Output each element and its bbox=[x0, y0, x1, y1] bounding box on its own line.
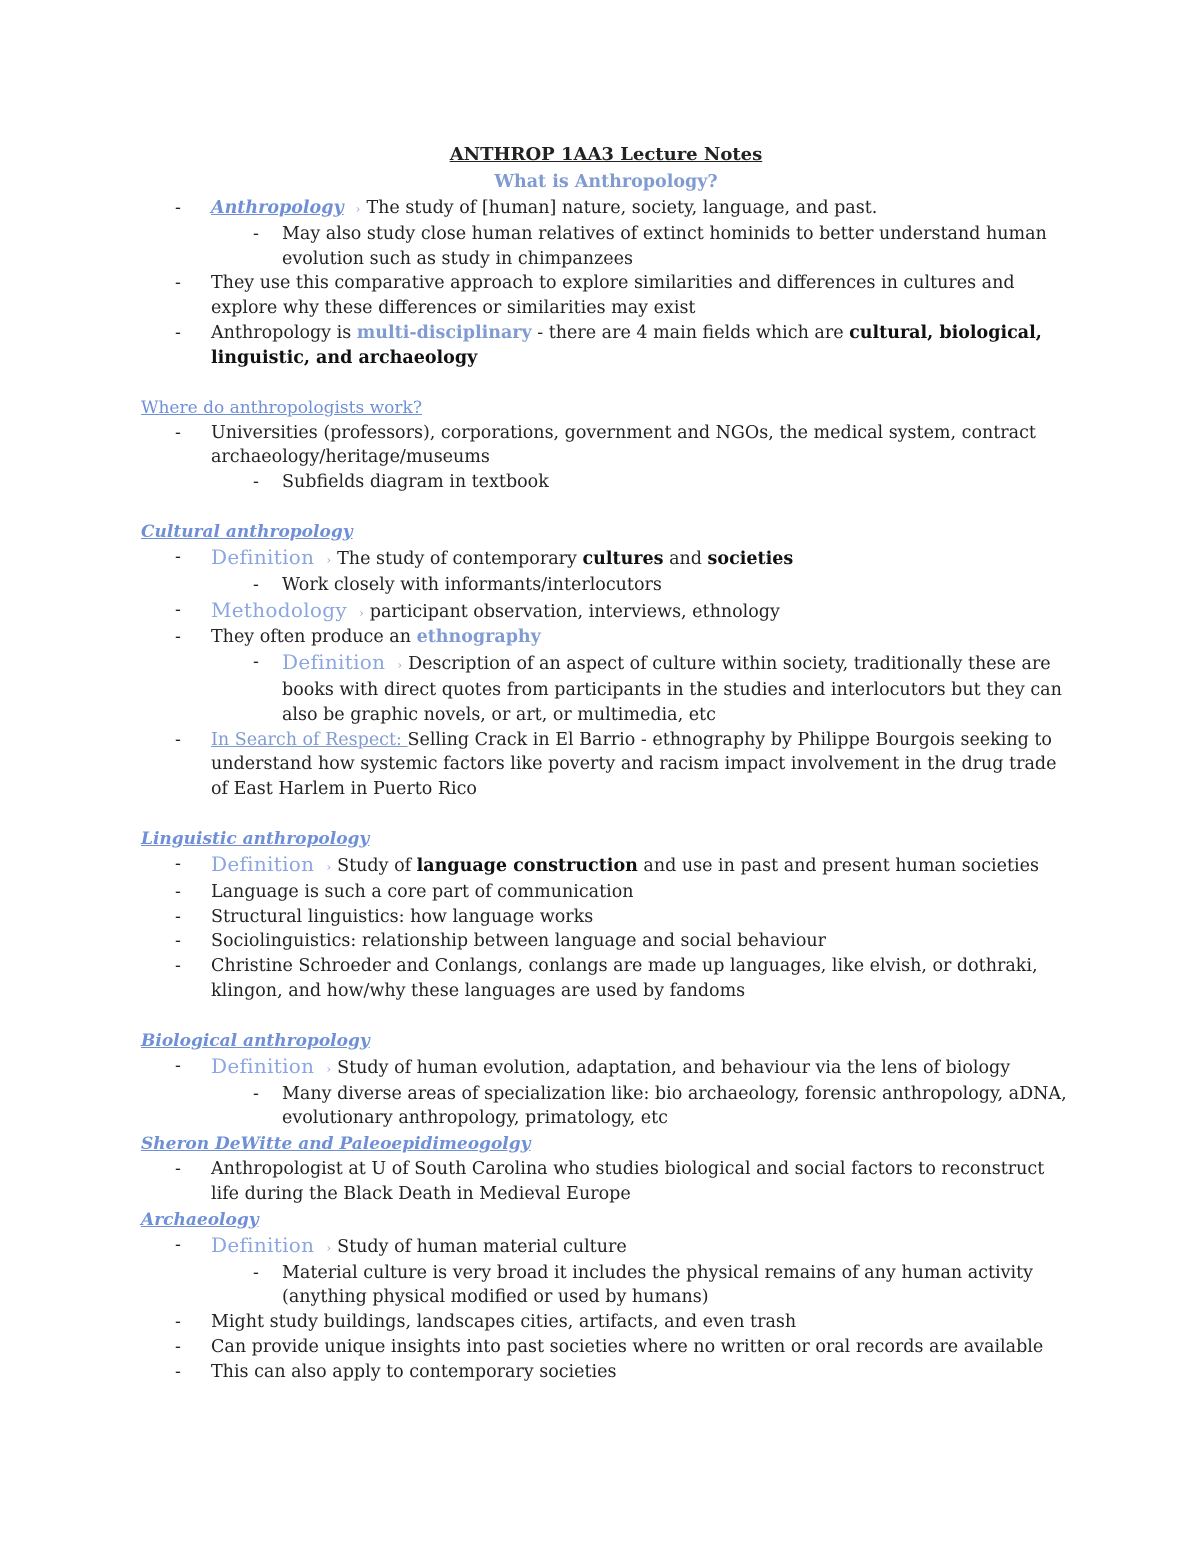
arrow-icon: › bbox=[326, 859, 332, 874]
bullet-dash: - bbox=[175, 599, 181, 620]
bullet-dash: - bbox=[175, 729, 181, 750]
list-item: - Universities (professors), corporations, government and NGOs, the medical system, contract archaeology/heritage/museums bbox=[175, 422, 1036, 468]
ethnography-term: ethnography bbox=[416, 627, 541, 648]
bullet-dash: - bbox=[253, 652, 259, 673]
bullet-dash: - bbox=[175, 1234, 181, 1255]
book-link[interactable]: In Search of Respect: bbox=[211, 729, 408, 750]
list-item: - Many diverse areas of specialization like: bio archaeology, forensic anthropology, aDNA, evolutionary anthropology, primatology, etc bbox=[253, 1083, 1067, 1129]
list-item: - Christine Schroeder and Conlangs, conlangs are made up languages, like elvish, or dothraki, klingon, and how/why these languages are used by fandoms bbox=[175, 956, 1038, 1001]
bullet-dash: - bbox=[175, 1361, 181, 1382]
bullet-dash: - bbox=[253, 223, 259, 244]
bullet-dash: - bbox=[175, 627, 181, 648]
list-item: - In Search of Respect: Selling Crack in El Barrio - ethnography by Philippe Bourgois seeking to understand how systemic factors like poverty and racism impact involvement in the drug trade of East Harlem in Puerto Rico bbox=[175, 729, 1057, 800]
definition-label: Definition bbox=[211, 851, 315, 876]
list-item: - Work closely with informants/interlocutors bbox=[141, 573, 1071, 598]
bullet-dash: - bbox=[175, 956, 181, 977]
list-item: - Definition › Description of an aspect of culture within society, traditionally these are books with direct quotes from participants in the studies and interlocutors but they can also be graphic novels, or art, or multimedia, etc bbox=[253, 650, 1062, 725]
comparative-note: They use this comparative approach to explore similarities and differences in cultures and explore why these differences or similarities may exist bbox=[211, 273, 1015, 319]
multi-disciplinary-term: multi-disciplinary bbox=[356, 322, 532, 343]
main-fields: cultural, biological, linguistic, and archaeology bbox=[211, 322, 1042, 368]
list-item: - Might study buildings, landscapes cities, artifacts, and even trash bbox=[141, 1310, 1071, 1335]
list-item bbox=[141, 271, 1071, 321]
arrow-icon: › bbox=[358, 605, 364, 620]
bullet-dash: - bbox=[175, 546, 181, 567]
section-heading-archaeology[interactable]: Archaeology bbox=[141, 1209, 259, 1230]
list-item: - They often produce an ethnography bbox=[141, 625, 1071, 650]
list-item: - Material culture is very broad it includes the physical remains of any human activity (anything physical modified or used by humans) bbox=[253, 1262, 1033, 1308]
bullet-dash: - bbox=[175, 1159, 181, 1180]
list-item: - Definition › Study of language construction and use in past and present human societies bbox=[175, 851, 1039, 876]
bullet-dash: - bbox=[175, 1336, 181, 1357]
list-item: - Structural linguistics: how language works bbox=[141, 905, 1071, 930]
relatives-note: May also study close human relatives of extinct hominids to better understand human evolution such as study in chimpanzees bbox=[282, 223, 1047, 269]
bullet-dash: - bbox=[175, 853, 181, 874]
list-item: - Definition › Study of human material culture bbox=[175, 1232, 627, 1257]
list-item: - This can also apply to contemporary societies bbox=[141, 1360, 1071, 1385]
bullet-dash: - bbox=[253, 472, 259, 493]
arrow-icon: › bbox=[326, 552, 332, 567]
arrow-icon: › bbox=[326, 1240, 332, 1255]
anthropology-definition: The study of [human] nature, society, language, and past. bbox=[366, 198, 878, 218]
list-item: - Definition › The study of contemporary cultures and societies bbox=[175, 544, 794, 569]
list-item: - Sociolinguistics: relationship between language and social behaviour bbox=[141, 929, 1071, 954]
document-title: ANTHROP 1AA3 Lecture Notes bbox=[449, 144, 763, 165]
list-item: - Language is such a core part of communication bbox=[141, 880, 1071, 905]
definition-label: Definition bbox=[282, 650, 386, 675]
definition-label: Definition bbox=[211, 1232, 315, 1257]
arrow-icon: › bbox=[397, 658, 403, 673]
bullet-dash: - bbox=[253, 1262, 259, 1283]
bullet-dash: - bbox=[175, 906, 181, 927]
arrow-icon: › bbox=[326, 1061, 332, 1076]
arrow-icon: › bbox=[355, 202, 361, 216]
section-heading-biological[interactable]: Biological anthropology bbox=[141, 1030, 370, 1051]
list-item bbox=[141, 222, 1071, 272]
bullet-dash: - bbox=[175, 931, 181, 952]
bullet-dash: - bbox=[175, 1055, 181, 1076]
definition-label: Definition bbox=[211, 544, 315, 569]
definition-label: Definition bbox=[211, 1053, 315, 1078]
lecture-notes bbox=[141, 141, 1071, 1384]
section-heading-linguistic[interactable]: Linguistic anthropology bbox=[141, 828, 370, 849]
list-item bbox=[141, 196, 1071, 222]
methodology-label: Methodology bbox=[211, 597, 347, 622]
list-item: - Can provide unique insights into past societies where no written or oral records are available bbox=[141, 1335, 1071, 1360]
bullet-dash: - bbox=[175, 881, 181, 902]
section-heading-work[interactable]: Where do anthropologists work? bbox=[141, 397, 422, 418]
bullet-dash: - bbox=[175, 1312, 181, 1333]
section-heading-dewitte[interactable]: Sheron DeWitte and Paleoepidimeogolgy bbox=[141, 1134, 531, 1155]
bullet-dash: - bbox=[253, 1083, 259, 1104]
bullet-dash: - bbox=[175, 322, 181, 343]
list-item: - Anthropologist at U of South Carolina who studies biological and social factors to reconstruct life during the Black Death in Medieval Europe bbox=[175, 1159, 1045, 1204]
bullet-dash: - bbox=[175, 198, 181, 218]
anthropology-term: Anthropology bbox=[211, 198, 344, 218]
bullet-dash: - bbox=[253, 574, 259, 595]
bullet-dash: - bbox=[175, 273, 181, 294]
list-item: - Subfields diagram in textbook bbox=[141, 470, 1071, 495]
list-item: - Definition › Study of human evolution, adaptation, and behaviour via the lens of biology bbox=[175, 1053, 1011, 1078]
list-item: - Methodology › participant observation, interviews, ethnology bbox=[175, 597, 780, 622]
list-item: - Anthropology is multi-disciplinary - there are 4 main fields which are cultural, biological, linguistic, and archaeology bbox=[175, 322, 1042, 368]
bullet-dash: - bbox=[175, 422, 181, 443]
document-subtitle: What is Anthropology? bbox=[494, 172, 718, 192]
section-heading-cultural[interactable]: Cultural anthropology bbox=[141, 521, 353, 542]
